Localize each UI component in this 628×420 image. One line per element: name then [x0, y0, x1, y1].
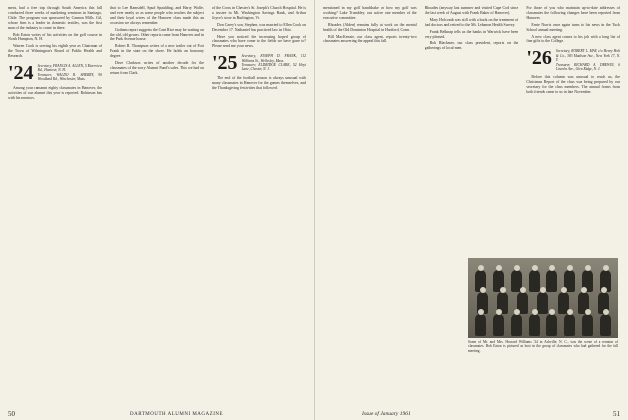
class-secretary: Secretary, JOSEPH D. FRANK, 112 Williams St., Wellesley, Mass. [241, 54, 306, 63]
left-column-1 [8, 6, 102, 402]
left-page-number: 50 [8, 410, 15, 418]
paragraph: Rhoades (anyway last summer and visited Cape Cod since the last week of August with Frank Baker of Hanover). [424, 6, 519, 15]
paragraph: Bob Blackmer, our class president, reports on the gatherings of local men. [424, 41, 519, 51]
class-treasurer: Treasurer, WALDO R. SHERRY, 90 Woodland Rd., Winchester, Mass. [37, 72, 102, 82]
paragraph: Before this column was unusual to reach us, the Christmas Report of the class was being prepared by our secretary for the class members. The annual forms from both friends came to us in late November. [526, 75, 620, 95]
paragraph: For those of you who maintain up-to-date addresses of classmates the following changes have been reported from Hanover. [526, 6, 620, 20]
photo-caption: Some of Mr. and Mrs. Howard Williams '24 in Ashville, N. C., was the scene of a reunion of classmates. Bob Eaton is pictured as host in the group of classmates who had gathered for the fall meeting. [468, 340, 618, 353]
paragraph: Bill MacKenzie, our class agent, reports twenty-two classmates answering the appeal this fall. [323, 34, 417, 44]
paragraph: A new class agent comes to his job with a long list of fine gifts to the College. [526, 34, 620, 44]
paragraph: Among your ramanni eighty classmates in Hanover, the activities of our alumni this year is reported. Robinson has with his mentors. [8, 86, 102, 100]
group-photo [468, 258, 618, 338]
class-year: '26 [526, 47, 552, 70]
class-year: '24 [8, 62, 34, 85]
paragraph: Mary Holcomb was still with a book on the treatment of bad doctors and retired to the Mt. Lebanon Health Survey. [424, 17, 519, 27]
class-secretary: Secretary, FRANCIS A. ALLEN, 5 Riverview Rd., Hanover, N. H. [37, 64, 102, 73]
class-treasurer: Treasurer, RICHARD A. DREWIN, 6 Lincoln Ave., Glen Ridge, N. J. [555, 62, 620, 71]
class-1924-heading [8, 62, 102, 85]
paragraph: Don Carey's son, Stephen, was married to Ellen Cook on December 17. Nathaniel has practiced law in Ohio. [212, 22, 306, 32]
class-1926-heading [526, 49, 620, 71]
paragraph: Ernie Norris once again turns to his news in the Tuck School annual meeting. [526, 22, 620, 32]
paragraph: Bob Eaton writes of his activities on the golf course in North Hampton, N. H. [8, 32, 102, 42]
paragraph: Rhoades (Alden) remains fully at work on the mental health of the Old Dominion Hospital in Hartford, Conn. [323, 22, 417, 32]
paragraph: The end of the football season is always unusual with many classmates in Hanover for the games themselves, and the Thanksgiving festivities that followed. [212, 76, 306, 91]
paragraph: Have you noticed the increasing hoped group of classmates who have come to the fields we have gone to? Please send me your news. [212, 34, 306, 49]
paragraph: Warren Cook is serving his eighth year as Chairman of the Town of Wilmington's Board of Public Health and Research. [8, 44, 102, 59]
paragraph: Gotham report suggests the Cant Rice may be waiting on the old, old gowns. Other reports came from Hanover and in the Park Avenue house. [110, 27, 204, 42]
paragraph: Dave Clarkson writes of another decade for the classmates of the sorry Alumni Fund's sales. This we had on return from Clark. [110, 61, 204, 75]
issue-date: Issue of January 1961 [362, 411, 411, 417]
class-1925-heading [212, 52, 306, 75]
paragraph: ment, had a free trip through South America this fall conducted three weeks of marketing seminars in Santiago, Chile. The program was sponsored by Cannon Mills. Gil, whose firm is a leader in domestic textiles, was the first man of the industry to come in there. [8, 6, 102, 30]
photo-middle-row [472, 292, 614, 314]
left-column-2 [110, 6, 204, 402]
page-footer [0, 406, 628, 418]
photo-front-row [472, 314, 614, 336]
class-treasurer: Treasurer, ELDRIDGE CLARK, 52 Hoyt Lane, Chester, N. J. [241, 63, 306, 72]
right-page-number: 51 [613, 410, 620, 418]
paragraph: that to Lee Ramsdell, Spud Spaulding, and Harry Wolfe, and ever neatly so as some people who reaches the subject and their loyal wives of the Hanover class made this an occasion we always remember. [110, 6, 204, 25]
right-page [314, 0, 628, 420]
magazine-name: DARTMOUTH ALUMNI MAGAZINE [130, 412, 224, 417]
left-column-3 [212, 6, 306, 402]
right-column-1 [323, 6, 417, 402]
paragraph: mentioned in my golf handshake or how my golf was working? Luke Trumbley, our active one member of the executive committee. [323, 6, 417, 20]
class-secretary: Secretary, ROBERT L. MAY, c/o Henry Holt & Co., 383 Madison Ave., New York 17, N. Y. [555, 49, 620, 63]
class-year: '25 [212, 52, 238, 75]
paragraph: of the Cross in Chester's St. Joseph's Church Hospital. He is a trustee in Mt. Washington Savings Bank, and Arthur Joyce's store in Burlington, Vt. [212, 6, 306, 20]
paragraph: Frank Belknap tells us the banks in Warwick have been very pleased. [424, 29, 519, 39]
paragraph: Robert R. Thompson writes of a new trailer out of Fort Frank in the state on the shore. He holds an honorary degree. [110, 44, 204, 59]
